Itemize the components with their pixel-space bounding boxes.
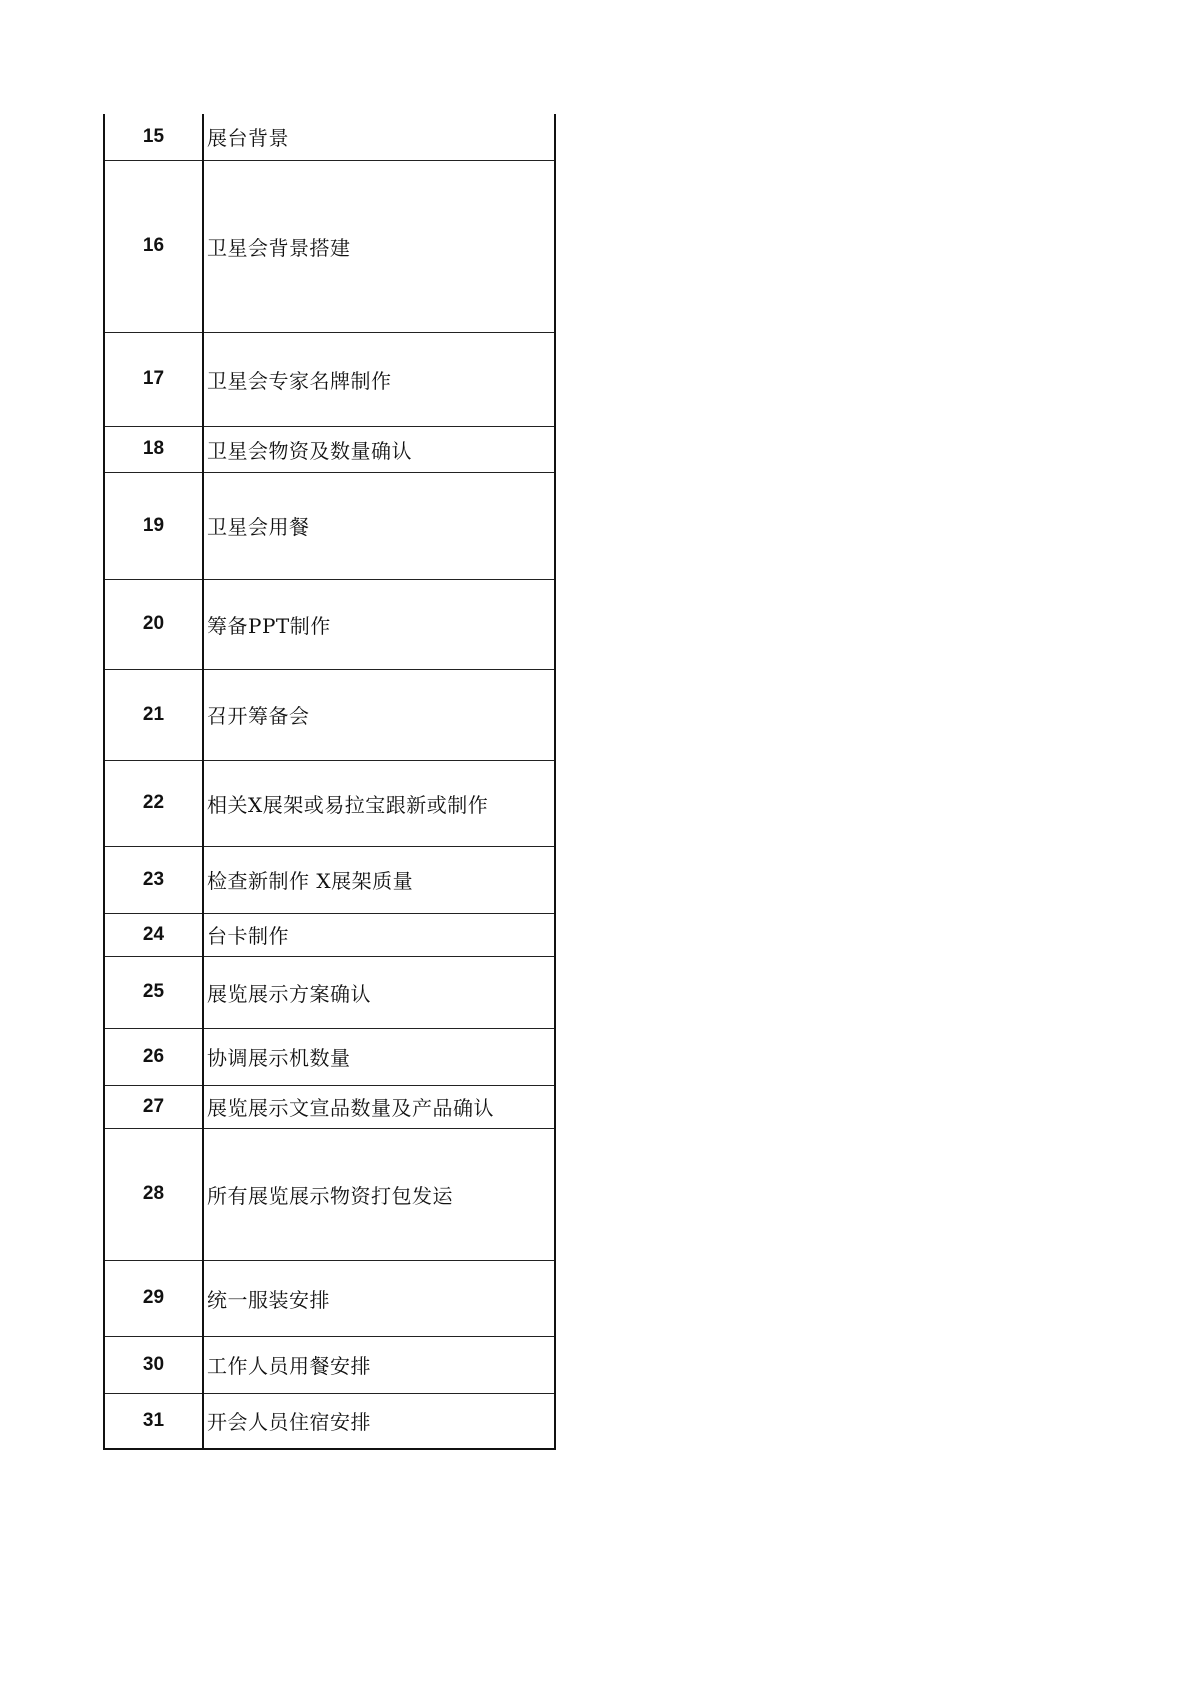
row-number: 27 [104, 1085, 203, 1128]
row-number: 24 [104, 913, 203, 956]
row-number: 31 [104, 1393, 203, 1449]
task-name: 召开筹备会 [203, 669, 555, 760]
table-row [104, 846, 555, 913]
table-row [104, 160, 555, 332]
table-row [104, 669, 555, 760]
table-row [104, 1260, 555, 1336]
task-name: 台卡制作 [203, 913, 555, 956]
task-name: 筹备PPT制作 [203, 579, 555, 669]
task-name: 检查新制作 X展架质量 [203, 846, 555, 913]
table-row [104, 913, 555, 956]
row-number: 26 [104, 1028, 203, 1085]
table-row [104, 1393, 555, 1449]
table-row [104, 332, 555, 426]
table-row [104, 1028, 555, 1085]
row-number: 19 [104, 472, 203, 579]
row-number: 23 [104, 846, 203, 913]
task-name: 展览展示文宣品数量及产品确认 [203, 1085, 555, 1128]
table-row [104, 114, 555, 160]
task-name: 卫星会物资及数量确认 [203, 426, 555, 472]
table-row [104, 1128, 555, 1260]
task-name: 相关X展架或易拉宝跟新或制作 [203, 760, 555, 846]
task-name: 展览展示方案确认 [203, 956, 555, 1028]
row-number: 15 [104, 114, 203, 160]
task-name: 展台背景 [203, 114, 555, 160]
row-number: 29 [104, 1260, 203, 1336]
task-name: 卫星会背景搭建 [203, 160, 555, 332]
table-row [104, 956, 555, 1028]
task-name: 工作人员用餐安排 [203, 1336, 555, 1393]
task-name: 开会人员住宿安排 [203, 1393, 555, 1449]
row-number: 22 [104, 760, 203, 846]
task-name: 协调展示机数量 [203, 1028, 555, 1085]
row-number: 28 [104, 1128, 203, 1260]
task-name: 所有展览展示物资打包发运 [203, 1128, 555, 1260]
row-number: 17 [104, 332, 203, 426]
task-name: 卫星会用餐 [203, 472, 555, 579]
table-row [104, 472, 555, 579]
table-row [104, 426, 555, 472]
table-row [104, 1336, 555, 1393]
task-table [103, 114, 556, 1450]
table-row [104, 1085, 555, 1128]
row-number: 16 [104, 160, 203, 332]
row-number: 18 [104, 426, 203, 472]
row-number: 21 [104, 669, 203, 760]
row-number: 30 [104, 1336, 203, 1393]
task-name: 统一服装安排 [203, 1260, 555, 1336]
row-number: 25 [104, 956, 203, 1028]
row-number: 20 [104, 579, 203, 669]
task-name: 卫星会专家名牌制作 [203, 332, 555, 426]
table-row [104, 579, 555, 669]
table-row [104, 760, 555, 846]
